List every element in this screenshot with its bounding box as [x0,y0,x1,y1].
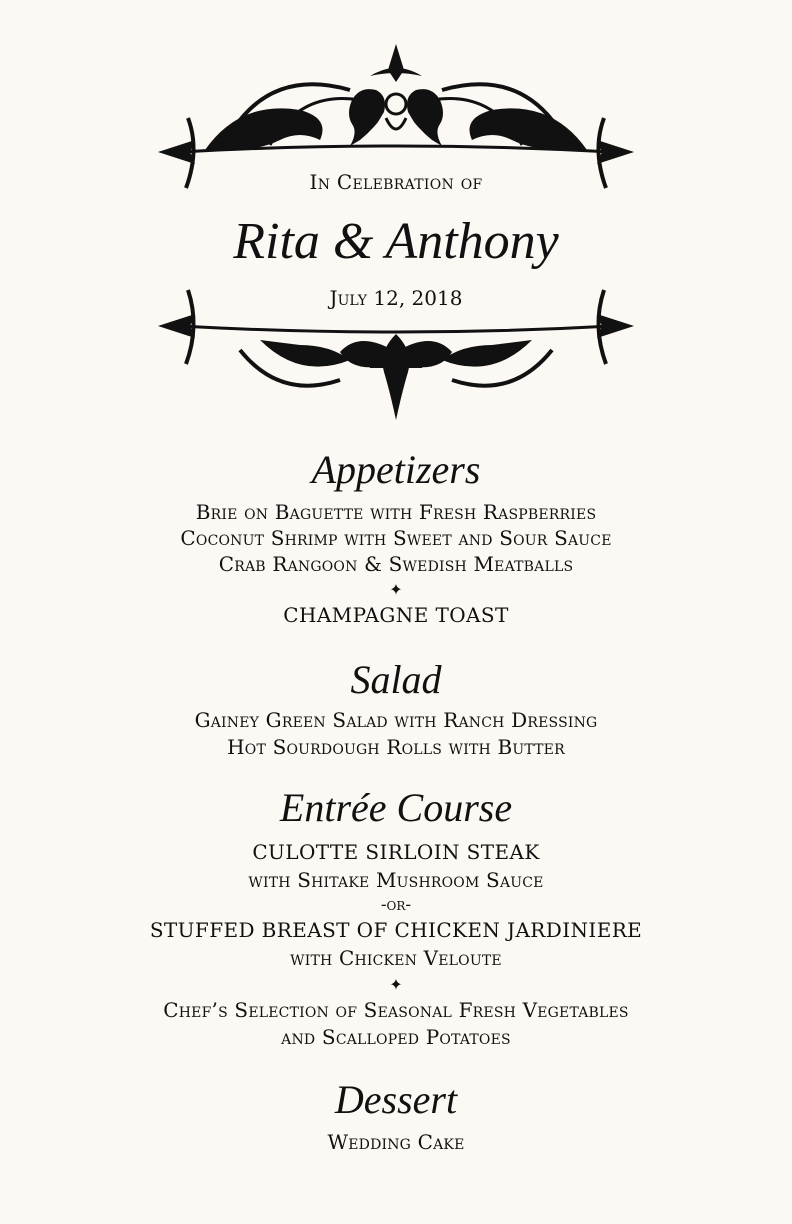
list-item: Hot Sourdough Rolls with Butter [227,735,565,759]
entree-option-steak: CULOTTE SIRLOIN STEAK [252,840,540,864]
champagne-toast: CHAMPAGNE TOAST [283,603,509,627]
list-item: Chef’s Selection of Seasonal Fresh Vegetables [163,998,629,1022]
entree-option-chicken: STUFFED BREAST OF CHICKEN JARDINIERE [149,918,643,942]
dessert-heading: Dessert [334,1077,458,1122]
salad-heading: Salad [350,657,442,702]
appetizers-heading: Appetizers [311,447,481,492]
list-item: Crab Rangoon & Swedish Meatballs [218,552,574,576]
list-item: and Scalloped Potatoes [281,1025,511,1049]
entree-heading: Entrée Course [279,785,513,830]
couple-names: Rita & Anthony [233,213,559,270]
list-item: Brie on Baguette with Fresh Raspberries [195,500,597,524]
celebration-subtitle: In Celebration of [309,170,483,194]
entree-option-chicken-desc: with Chicken Veloute [290,946,502,970]
separator-icon: ✦ [389,975,403,994]
separator-icon: ✦ [389,580,403,599]
entree-option-steak-desc: with Shitake Mushroom Sauce [248,868,544,892]
list-item: Gainey Green Salad with Ranch Dressing [194,708,598,732]
event-date: July 12, 2018 [329,286,463,310]
list-item: Coconut Shrimp with Sweet and Sour Sauce [180,526,612,550]
list-item: Wedding Cake [327,1130,465,1154]
entree-or: -or- [380,895,412,915]
